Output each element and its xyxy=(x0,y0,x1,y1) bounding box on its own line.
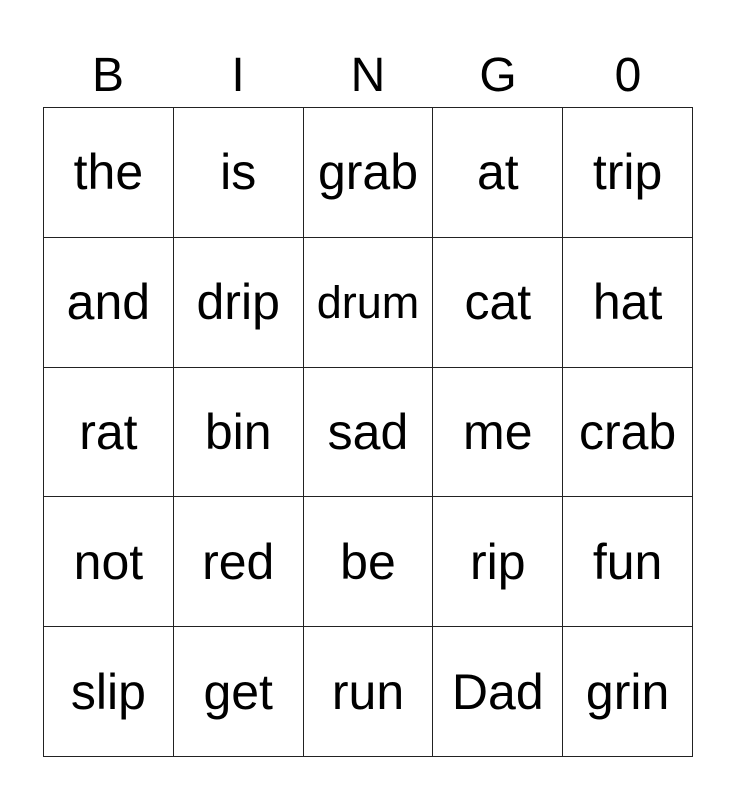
bingo-cell[interactable]: grab xyxy=(304,108,434,238)
bingo-cell[interactable]: trip xyxy=(563,108,693,238)
bingo-cell[interactable]: slip xyxy=(44,627,174,757)
bingo-cell[interactable]: grin xyxy=(563,627,693,757)
bingo-cell[interactable]: fun xyxy=(563,497,693,627)
bingo-cell[interactable]: sad xyxy=(304,368,434,498)
bingo-cell[interactable]: is xyxy=(174,108,304,238)
bingo-cell[interactable]: run xyxy=(304,627,434,757)
bingo-cell[interactable]: cat xyxy=(433,238,563,368)
bingo-cell[interactable]: red xyxy=(174,497,304,627)
bingo-cell[interactable]: at xyxy=(433,108,563,238)
header-letter-i: I xyxy=(231,49,245,102)
bingo-cell[interactable]: drip xyxy=(174,238,304,368)
bingo-cell[interactable]: drum xyxy=(304,238,434,368)
bingo-cell[interactable]: get xyxy=(174,627,304,757)
bingo-cell[interactable]: Dad xyxy=(433,627,563,757)
bingo-cell[interactable]: not xyxy=(44,497,174,627)
header-letter-n: N xyxy=(350,49,386,102)
header-letter-o: 0 xyxy=(614,49,642,102)
bingo-cell[interactable]: me xyxy=(433,368,563,498)
bingo-board xyxy=(43,107,693,757)
bingo-cell[interactable]: rip xyxy=(433,497,563,627)
header-letter-b: B xyxy=(91,49,124,102)
bingo-cell[interactable]: rat xyxy=(44,368,174,498)
bingo-cell[interactable]: the xyxy=(44,108,174,238)
bingo-cell[interactable]: crab xyxy=(563,368,693,498)
bingo-cell[interactable]: and xyxy=(44,238,174,368)
header-letter-g: G xyxy=(479,49,517,102)
bingo-cell[interactable]: hat xyxy=(563,238,693,368)
bingo-cell[interactable]: be xyxy=(304,497,434,627)
bingo-header xyxy=(43,44,693,108)
bingo-cell[interactable]: bin xyxy=(174,368,304,498)
